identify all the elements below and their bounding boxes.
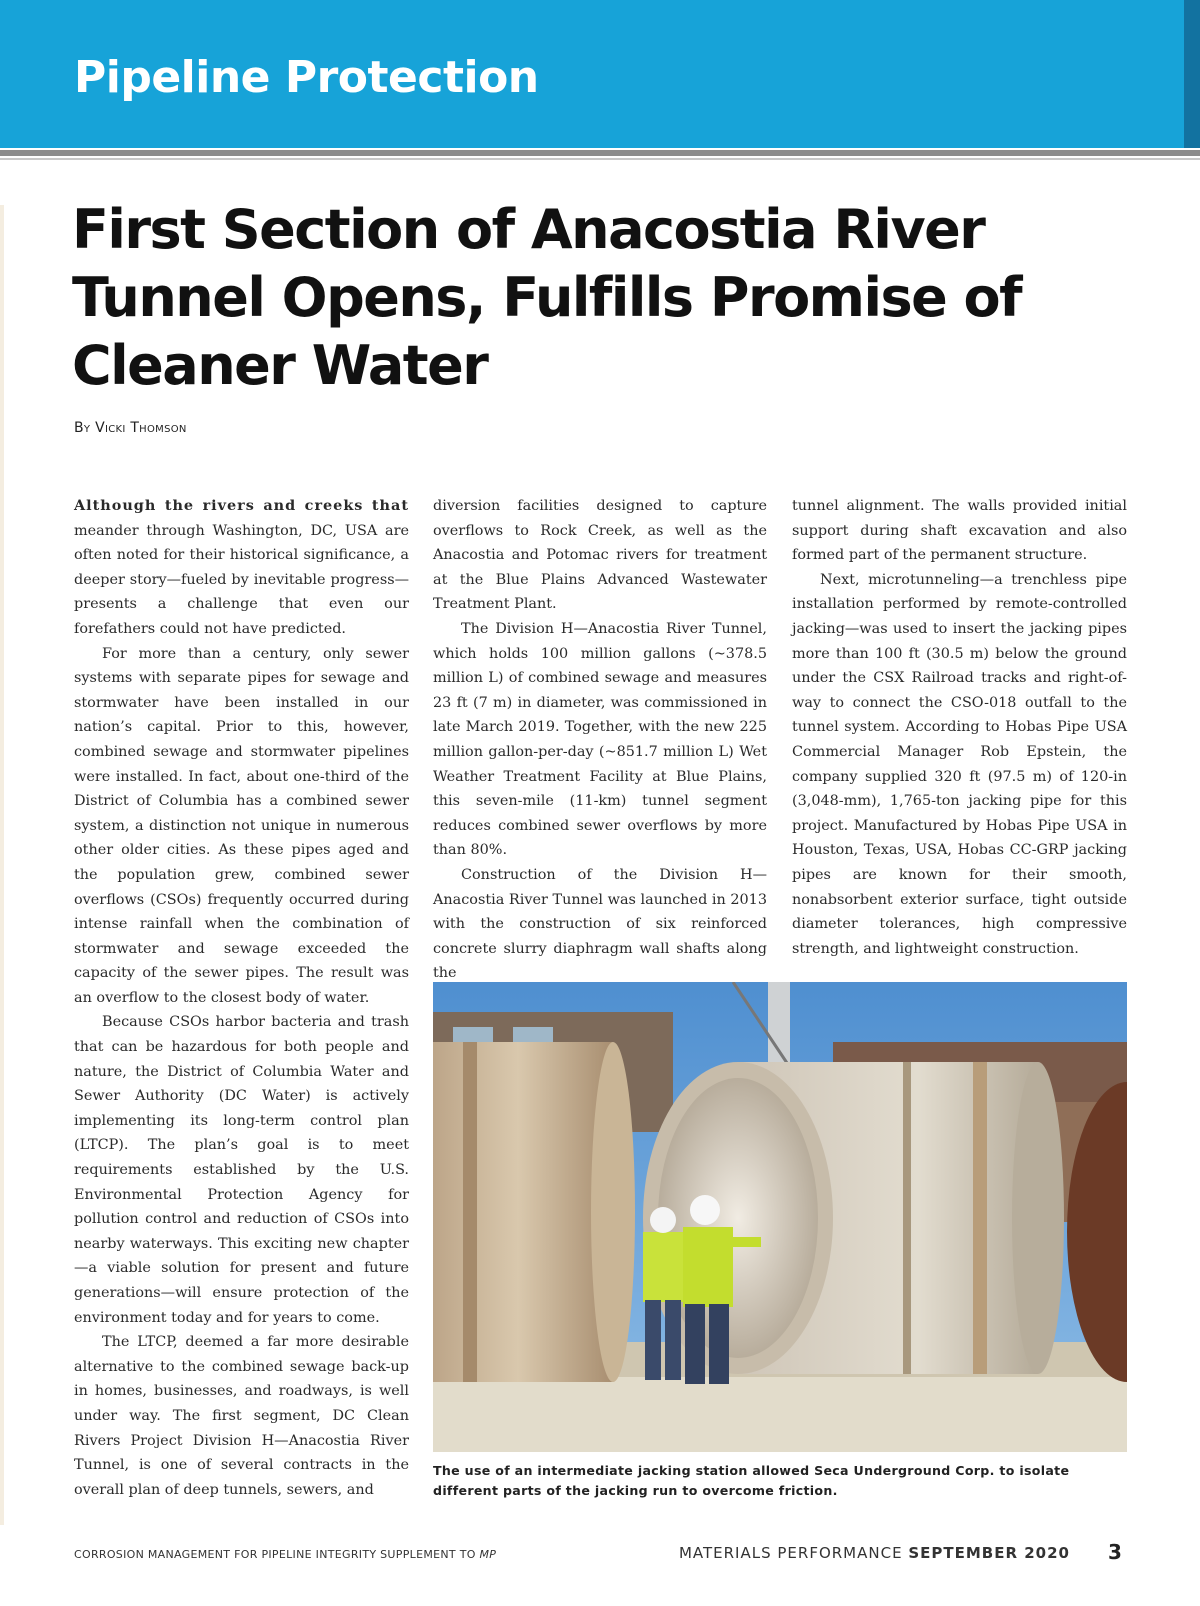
- article-byline: By Vicki Thomson: [74, 420, 187, 436]
- paragraph: Next, microtunneling—a trenchless pipe installation performed by remote-controlled jacking—was used to insert the jacking pipes more than 100 ft (30.5 m) below the ground under the CSX Railroad tracks and right-of-way to connect the CSO-018 outfall to the tunnel system. According to Hobas Pipe USA Commercial Manager Rob Epstein, the company supplied 320 ft (97.5 m) of 120-in (3,048-mm), 1,765-ton jacking pipe for this project. Manufactured by Hobas Pipe USA in Houston, Texas, USA, Hobas CC-GRP jacking pipes are known for their smooth, nonabsorbent exterior surface, tight outside diameter tolerances, high compressive strength, and lightweight construction.: [792, 571, 1127, 957]
- paragraph: The LTCP, deemed a far more desirable alternative to the combined sewage back-up in homes, businesses, and roadways, is well under way. The first segment, DC Clean Rivers Project Division H—Anacostia River Tunnel, is one of several contracts in the overall plan of deep tunnels, sewers, and: [74, 1334, 409, 1498]
- footer-mag-abbrev: MP: [479, 1548, 497, 1561]
- article-headline: First Section of Anacostia River Tunnel Opens, Fulfills Promise of Cleaner Water: [72, 198, 1022, 397]
- page-edge-accent: [0, 205, 4, 1525]
- paragraph-text: meander through Washington, DC, USA are often noted for their historical significance, a deeper story—fueled by inevitable progress—presents a challenge that even our forefathers could not have predicted.: [74, 522, 409, 637]
- footer-issue-date: SEPTEMBER 2020: [908, 1544, 1070, 1562]
- footer-supplement-line: [74, 1548, 496, 1561]
- lead-in: Although the rivers and creeks that: [74, 497, 409, 514]
- page-number: 3: [1108, 1540, 1122, 1564]
- jacking-pipe-photo: [433, 982, 1127, 1452]
- photo-caption: The use of an intermediate jacking station allowed Seca Underground Corp. to isolate different parts of the jacking run to overcome friction.: [433, 1463, 1070, 1498]
- section-title: Pipeline Protection: [74, 52, 539, 103]
- header-edge-stripe: [1184, 0, 1200, 148]
- footer-magazine-name: MATERIALS PERFORMANCE: [678, 1544, 903, 1562]
- paragraph: tunnel alignment. The walls provided initial support during shaft excavation and also formed part of the permanent structure.: [792, 498, 1127, 564]
- footer-magazine: [679, 1544, 1070, 1562]
- paragraph: [74, 494, 409, 642]
- footer-supplement-text: CORROSION MANAGEMENT FOR PIPELINE INTEGRITY SUPPLEMENT TO: [74, 1548, 480, 1561]
- article-column-2: [433, 494, 767, 986]
- header-rule-thin: [0, 158, 1200, 160]
- header-rule: [0, 150, 1200, 156]
- paragraph: diversion facilities designed to capture overflows to Rock Creek, as well as the Anacostia and Potomac rivers for treatment at the Blue Plains Advanced Wastewater Treatment Plant.: [433, 498, 767, 613]
- article-column-1: [74, 494, 409, 1502]
- article-photo: [433, 982, 1127, 1452]
- paragraph: For more than a century, only sewer systems with separate pipes for sewage and stormwater have been installed in our nation’s capital. Prior to this, however, combined sewage and stormwater pipelines were installed. In fact, about one-third of the District of Columbia has a combined sewer system, a distinction not unique in numerous other older cities. As these pipes aged and the population grew, combined sewer overflows (CSOs) frequently occurred during intense rainfall when the combination of stormwater and sewage exceeded the capacity of the sewer pipes. The result was an overflow to the closest body of water.: [74, 645, 409, 1006]
- paragraph: Construction of the Division H—Anacostia River Tunnel was launched in 2013 with the construction of six reinforced concrete slurry diaphragm wall shafts along the: [433, 866, 767, 982]
- paragraph: The Division H—Anacostia River Tunnel, which holds 100 million gallons (~378.5 million L) of combined sewage and measures 23 ft (7 m) in diameter, was commissioned in late March 2019. Together, with the new 225 million gallon-per-day (~851.7 million L) Wet Weather Treatment Facility at Blue Plains, this seven-mile (11-km) tunnel segment reduces combined sewer overflows by more than 80%.: [433, 620, 767, 859]
- paragraph: Because CSOs harbor bacteria and trash that can be hazardous for both people and nature, the District of Columbia Water and Sewer Authority (DC Water) is actively implementing its long-term control plan (LTCP). The plan’s goal is to meet requirements established by the U.S. Environmental Protection Agency for pollution control and reduction of CSOs into nearby waterways. This exciting new chapter—a viable solution for present and future generations—will ensure protection of the environment today and for years to come.: [74, 1014, 409, 1326]
- article-column-3: [792, 494, 1127, 961]
